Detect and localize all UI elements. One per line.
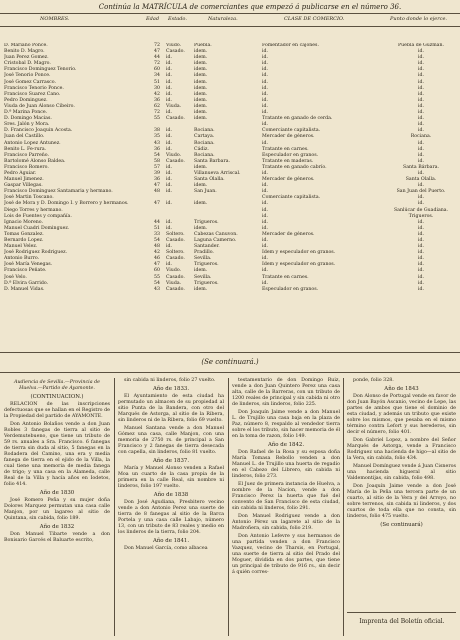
row-naturaleza: idem. [194, 67, 208, 73]
row-estado: Casado. [166, 158, 185, 164]
row-name: Juan Perez Gomez. [4, 55, 49, 61]
row-age: 30 [154, 85, 160, 91]
naturaleza-column [194, 43, 260, 293]
row-punto: id. [418, 79, 424, 85]
row-clase: Idem y especulador en granos. [262, 262, 336, 268]
row-clase: Especulador en granos. [262, 152, 319, 158]
row-name: José Rodriguez Rodriguez. [4, 250, 68, 256]
row-estado: id. [166, 201, 172, 207]
row-name: José de Mora y D. Domingo I. y Borrero y hermanos. [4, 201, 129, 207]
col2-y2: Año de 1837. [152, 458, 190, 464]
row-age: 54 [154, 238, 160, 243]
row-age: 48 [154, 244, 160, 250]
col-naturaleza: Naturaleza. [208, 16, 238, 22]
col3-p4: El Juez de primera instancia de Huelva, a nombre de la Nacion, vende a don Francisco Perez la huerta que fué del convento de San Francisco de esta ciudad, sin cabida ni linderos, folio 291. [232, 482, 340, 511]
row-clase: id. [262, 110, 268, 116]
row-clase: Mercader de géneros. [262, 134, 315, 140]
row-name: José Velo. [4, 274, 27, 280]
row-naturaleza: idem. [194, 201, 208, 207]
row-name: Francisco Suarez Cano. [4, 91, 61, 97]
row-age: 47 [154, 49, 160, 55]
row-punto: id. [418, 61, 424, 67]
row-clase: Mercader de géneros. [262, 231, 315, 237]
row-punto: id. [418, 280, 424, 286]
row-punto: id. [418, 262, 424, 268]
row-name: D. Mariano Ponce. [4, 43, 48, 48]
page-header: Continúa la MATRÍCULA de comerciantes que empezó á publicarse en el número 36. [98, 3, 402, 11]
names-column [4, 43, 154, 293]
row-name: Ignacio Moreno. [4, 219, 43, 225]
row-clase: Tratante en maderas. [262, 158, 314, 164]
row-punto: id. [418, 103, 424, 109]
row-clase: id. [262, 122, 268, 128]
text-column-4 [347, 378, 456, 530]
row-punto: Puebla de Guzman. [398, 43, 444, 48]
row-punto: id. [418, 91, 424, 97]
row-age: 44 [154, 55, 160, 61]
row-estado: id. [166, 73, 172, 79]
row-age: 43 [154, 140, 160, 146]
row-name: Benito L. Fe-rura. [4, 146, 47, 152]
row-clase: id. [262, 140, 268, 146]
clase-column [262, 43, 382, 293]
row-clase: id. [262, 61, 268, 67]
col4-p0: ponde, folio 328. [353, 378, 394, 383]
row-naturaleza: Sevilla. [194, 256, 212, 262]
row-age: 36 [154, 146, 160, 152]
row-clase: id. [262, 213, 268, 219]
table-bottom-rule [0, 352, 460, 353]
continuara-note: (Se continuará.) [201, 358, 259, 366]
row-age: 47 [154, 262, 160, 268]
row-name: Cristobal D. Magro. [4, 61, 51, 67]
row-estado: Casado. [166, 49, 185, 55]
row-naturaleza: idem. [194, 164, 208, 170]
row-name: Antonio Burro. [4, 256, 40, 262]
col4-p2: Don Gabriel Lopez, a nombre del Señor Marqués de Astorga, vende a Francisco Rodriguez una hacienda de higo—al sitio de la Vera, sin cabida, folio 434. [347, 438, 456, 461]
row-punto: id. [418, 67, 424, 73]
row-name: D. Domingo Macias. [4, 116, 52, 122]
row-estado: id. [166, 170, 172, 176]
col1-intro: RELACION de las inscripciones defectuosas que se hallan en el Registro de la Propiedad del partido de AYAMONTE. [4, 402, 110, 419]
row-naturaleza: Rociana. [194, 128, 215, 134]
col-clase: CLASE DE COMERCIO. [284, 16, 345, 22]
row-estado: id. [166, 164, 172, 170]
row-naturaleza: idem. [194, 49, 208, 55]
row-naturaleza: idem. [194, 97, 208, 103]
row-name: José María Venegas. [4, 262, 53, 268]
row-name: D.ª Elvira Garrido. [4, 280, 49, 286]
col-divider-2 [228, 378, 229, 636]
row-age: 46 [154, 256, 160, 262]
row-estado: id. [166, 134, 172, 140]
row-naturaleza: idem. [194, 110, 208, 116]
row-clase: id. [262, 238, 268, 243]
col1-p3: Don Manuel Tibarte vende a don Bonisario Garcés el Baluarte escrito, [4, 532, 110, 543]
row-naturaleza: Trigueros. [194, 219, 219, 225]
row-punto: id. [418, 116, 424, 122]
row-name: Gaspar Villegas. [4, 183, 43, 189]
row-punto: Santa Bárbara. [403, 164, 439, 170]
row-punto: Sanlúcar de Guadiana. [393, 207, 449, 213]
row-clase: Tratante en carnes. [262, 146, 309, 152]
row-naturaleza: idem. [194, 225, 208, 231]
row-name: D. Francisco Joaquin Acosta. [4, 128, 73, 134]
row-name: Pedro Aguiar. [4, 170, 37, 176]
row-clase: Comerciante capitalista. [262, 128, 321, 134]
col-divider-3 [343, 378, 344, 636]
row-name: Francisco Dominguez Tenorio. [4, 67, 77, 73]
row-estado: id. [166, 146, 172, 152]
row-clase: id. [262, 79, 268, 85]
col2-y4: Año de 1841. [152, 538, 190, 544]
row-estado: id. [166, 85, 172, 91]
col3-p5: Don Manuel Rodriguez vende a don Antonio Pérez un lagarete al sitio de la Madroñera, sin cabida, folio 219. [232, 514, 340, 531]
row-estado: Casado. [166, 286, 185, 292]
row-age: 35 [154, 134, 160, 140]
row-age: 54 [154, 152, 160, 158]
row-age: 39 [154, 170, 160, 176]
row-clase: Comerciante capitalista. [262, 195, 321, 201]
row-punto: id. [418, 195, 424, 201]
row-naturaleza: idem. [194, 91, 208, 97]
col2-p0: sin cabida ni linderos, folio 27 vuelto. [124, 378, 216, 383]
row-clase: id. [262, 268, 268, 274]
row-estado: id. [166, 61, 172, 67]
row-naturaleza: Santander. [194, 244, 220, 250]
row-naturaleza: idem. [194, 61, 208, 67]
punto-column [384, 43, 458, 293]
col2-p2: Manuel Santana vende a don Manuel Gómez una casa, calle Manjon, con una memoria de 2750 rs. de principal a San Francisco y 2 fanegas de tierra desecada con capella, sin linderos, folio 81 vuelto. [118, 426, 224, 455]
row-punto: id. [418, 256, 424, 262]
row-estado: Casado. [166, 116, 185, 122]
row-clase: Idem y especulador en granos. [262, 250, 336, 256]
row-estado: id. [166, 91, 172, 97]
row-naturaleza: Rociana. [194, 152, 215, 158]
row-punto: id. [418, 274, 424, 280]
row-clase: id. [262, 201, 268, 207]
row-estado: id. [166, 262, 172, 268]
row-punto: id. [418, 146, 424, 152]
row-punto: id. [418, 231, 424, 237]
row-punto: id. [418, 140, 424, 146]
row-estado: Viuda. [166, 280, 182, 286]
row-clase: Tratante en carnes. [262, 274, 309, 280]
row-name: Francisco Peñate. [4, 268, 47, 274]
row-name: José Tenorio Ponce. [4, 73, 51, 79]
row-naturaleza: Trigueros. [194, 280, 219, 286]
row-estado: id. [166, 110, 172, 116]
row-clase: id. [262, 103, 268, 109]
col4-cont: (Se continuará) [380, 522, 423, 528]
footer-rule [347, 612, 456, 613]
row-age: 51 [154, 79, 160, 85]
row-estado: Viudo. [166, 268, 182, 274]
row-name: Manuel Cuadri Dominguez. [4, 225, 70, 231]
row-naturaleza: idem. [194, 116, 208, 122]
col1-p1: Don Antonio Bolaños vende a don Juan Robles 3 fanegas de tierra al sitio de Verdemutebueno, que tiene un tributo de 59 rs. anuales a Sra. Francisco. 6 fanegas de tierra sin duda al sitio, 5 fanegas en la Rodadera del Camino, una era y media fanega de tierra en el ejido de la Villa, la cual tiene una memoria de media fanega de trigo; y una casa en la Alameda, calle Real de la Villa y hacía años en Iodetos, folio 414. [4, 422, 110, 487]
row-punto: id. [418, 250, 424, 256]
col4-p3: Manuel Domínguez vende á Juan Cisneros una hacienda higueral al sitio Valdemontijas, sin cabida, folio 498. [347, 464, 456, 481]
row-age: 44 [154, 219, 160, 225]
row-naturaleza: idem. [194, 55, 208, 61]
row-clase: id. [262, 85, 268, 91]
row-clase: id. [262, 67, 268, 73]
row-naturaleza: Santa Barbara. [194, 158, 230, 164]
row-naturaleza: Rociana. [194, 140, 215, 146]
row-name: D. Manuel Vidas. [4, 286, 45, 292]
row-age: 42 [154, 250, 160, 256]
row-naturaleza: Santa Olalla. [194, 177, 225, 183]
col2-y3: Año de 1838 [153, 492, 189, 498]
col1-p2: José Romero Peña y su mujer doña Dolores Marquez permutan una casa calle Manjon, por un lagareo al sitio de Quintana, sin cabida, folio 189. [4, 498, 110, 521]
row-punto: id. [418, 244, 424, 250]
row-punto: id. [418, 73, 424, 79]
row-punto: Trigueros. [408, 213, 434, 219]
row-estado: id. [166, 97, 172, 103]
footer-imprint: Imprenta del Boletín oficial. [359, 618, 445, 625]
row-age: 62 [154, 103, 160, 109]
row-name: Lois de Fuentes y compañía. [4, 213, 72, 219]
row-age: 58 [154, 158, 160, 164]
col1-heading: Audiencia de Sevilla.—Provincia de Huelva.—Partido de Ayamonte. [13, 380, 100, 391]
row-punto: Santa Olalla. [405, 177, 437, 183]
text-column-1 [4, 378, 110, 546]
row-clase: id. [262, 225, 268, 231]
row-naturaleza: idem. [194, 286, 208, 292]
row-naturaleza: Pradillo. [194, 250, 214, 256]
row-name: Sres. Jalón y Mora. [4, 122, 50, 128]
col4-p1: Don Alonso de Portugal vende en favor de don Juan Bayón Ascanio, vecino de Lepe, las partes de ambos que tiene el dominio de esta ciudad, y además un tributo que existe sobre los mismos, que pesaba en el mismo término contra Lefort y sus herederos, sin decir el número, folio 401. [347, 394, 456, 435]
row-age: 36 [154, 177, 160, 183]
col-nombres: NOMBRES. [40, 16, 70, 22]
row-name: Francisco Dominguez Santamaria y hermano. [4, 189, 113, 195]
row-naturaleza: idem. [194, 268, 208, 274]
col2-p3: María y Manuel Alonso venden a Rafael Moa un cuarto de la casa propia de la primera en la calle Real, sin nombre ni linderos, folio 197 vuelto. [118, 466, 224, 489]
col3-p3: Don Rafael de la Rosa y su esposa doña María Tomasa Rebollo venden a don Manuel L. de Trujillo una huerta de regadío en el Cabezo del Librero, sin cabida ni linderos, folio 273. [232, 450, 340, 479]
row-age: 55 [154, 116, 160, 122]
row-clase: Mercader de géneros. [262, 177, 315, 183]
row-naturaleza: Villanueva Arriscal. [194, 170, 241, 176]
row-naturaleza: idem. [194, 79, 208, 85]
row-naturaleza: Laguna Camerno. [194, 238, 237, 243]
row-age: 72 [154, 110, 160, 116]
col-edad: Edad [146, 16, 160, 22]
row-clase: id. [262, 49, 268, 55]
row-clase: id. [262, 219, 268, 225]
row-estado: Soltero. [166, 250, 185, 256]
row-age: 72 [154, 43, 160, 48]
row-clase: id. [262, 97, 268, 103]
row-clase: id. [262, 280, 268, 286]
row-name: Pedro Dominguez. [4, 97, 48, 103]
row-name: Francisco Tenorio Ponce. [4, 85, 64, 91]
row-age: 72 [154, 61, 160, 67]
row-name: José Martin Toscano. [4, 195, 54, 201]
row-naturaleza: idem. [194, 85, 208, 91]
row-clase: Fomentador en cajones. [262, 43, 319, 48]
row-punto: id. [418, 55, 424, 61]
col4-p4: Don Joaquín Jaime vende a don José María de la Peña una tercera parte de un cuarto, al sitio de la Vera y del Arroyo, no sobre terrenos, sin cabida ni linderos, y dos cuartos de toda ella que no consta, sin linderos, folio 475 vuelto. [347, 484, 456, 519]
row-age: 57 [154, 164, 160, 170]
row-punto: id. [418, 238, 424, 243]
row-punto: id. [418, 122, 424, 128]
col1-y1: Año de 1830 [39, 490, 75, 496]
row-estado: id. [166, 128, 172, 134]
row-clase: Tratante en ganado de cerda. [262, 116, 333, 122]
row-naturaleza: Puebla. [194, 43, 212, 48]
col-divider-1 [114, 378, 115, 636]
row-naturaleza: idem. [194, 103, 208, 109]
column-headers [0, 14, 460, 24]
row-estado: Casado. [166, 274, 185, 280]
row-clase: id. [262, 91, 268, 97]
row-clase: id. [262, 73, 268, 79]
row-estado: id. [166, 79, 172, 85]
row-estado: id. [166, 177, 172, 183]
row-naturaleza: Cartaya. [194, 134, 215, 140]
row-name: Francisco Romero. [4, 164, 49, 170]
row-punto: id. [418, 128, 424, 134]
row-age: 54 [154, 280, 160, 286]
row-punto: id. [418, 85, 424, 91]
row-age: 47 [154, 183, 160, 189]
col-punto: Punto donde lo ejerce. [390, 16, 447, 22]
row-age: 42 [154, 91, 160, 97]
row-age: 38 [154, 128, 160, 134]
row-estado: Viudo. [166, 43, 182, 48]
row-age: 36 [154, 97, 160, 103]
row-clase: id. [262, 256, 268, 262]
row-age: 55 [154, 274, 160, 280]
row-name: José Gomez Carrasco. [4, 79, 57, 85]
row-estado: id. [166, 244, 172, 250]
row-punto: id. [418, 170, 424, 176]
row-estado: id. [166, 225, 172, 231]
row-clase: id. [262, 170, 268, 176]
row-punto: id. [418, 219, 424, 225]
row-punto: id. [418, 268, 424, 274]
row-age: 47 [154, 201, 160, 207]
row-estado: id. [166, 189, 172, 195]
estado-column [166, 43, 192, 293]
ages-column [148, 43, 160, 293]
row-age: 60 [154, 268, 160, 274]
row-name: D.ª Marina Ponce. [4, 110, 48, 116]
row-name: Juan del Castillo. [4, 134, 45, 140]
row-clase: id. [262, 207, 268, 213]
row-clase: id. [262, 189, 268, 195]
row-naturaleza: Cádiz. [194, 146, 209, 152]
row-name: Bartolomé Alonso Baldea. [4, 158, 66, 164]
col-estado: Estado. [168, 16, 187, 22]
row-age: 51 [154, 225, 160, 231]
row-name: Diego Torres y hermano. [4, 207, 63, 213]
row-punto: id. [418, 49, 424, 55]
row-name: Bernardo Lopez. [4, 238, 44, 243]
header-rule-bottom [0, 26, 460, 27]
row-punto: id. [418, 97, 424, 103]
row-punto: id. [418, 110, 424, 116]
row-naturaleza: Trigueros. [194, 262, 219, 268]
text-column-2 [118, 378, 224, 554]
col4-y1: Año de 1843 [384, 386, 419, 392]
col3-p1: testamentario de don Domingo Ruiz, vende a don Juan Quintero Perez una casa alta, calle de la Barreras, con un tributo de 1200 reales de principal y sin cabida ni otro de linderos, sin linderos, folio 225. [232, 378, 340, 407]
row-estado: id. [166, 55, 172, 61]
col2-y1: Año de 1833. [152, 386, 190, 392]
row-punto: id. [418, 286, 424, 292]
col2-p5: Don Manuel García, como albacea [124, 546, 208, 551]
row-name: Francisco Parreño. [4, 152, 50, 158]
col3-p2: Don Joaquín Jaime vende a don Manuel L. de Trujillo una casa baja en la plaza de Paz, número 8, respaldo al vendedor tierra sobre el los tributo, sin hacer memoria de él en la toma de razon, folio 149. [232, 410, 340, 439]
row-punto: id. [418, 152, 424, 158]
row-age: 33 [154, 231, 160, 237]
row-estado: Viudo. [166, 152, 182, 158]
row-clase: id. [262, 55, 268, 61]
row-naturaleza: San Juan. [194, 189, 217, 195]
col3-y1: Año de 1842. [267, 442, 305, 448]
row-punto: id. [418, 158, 424, 164]
row-age: 43 [154, 286, 160, 292]
row-punto: id. [418, 225, 424, 231]
row-clase: Tratante en ganado cabrío. [262, 164, 327, 170]
row-age: 60 [154, 67, 160, 73]
row-estado: Soltero. [166, 231, 185, 237]
row-name: Viuda de Juan Alonso Cibeiro. [4, 103, 75, 109]
row-clase: id. [262, 244, 268, 250]
row-estado: id. [166, 67, 172, 73]
row-punto: id. [418, 183, 424, 189]
row-name: Manuel Jimenez. [4, 177, 44, 183]
row-naturaleza: idem. [194, 183, 208, 189]
row-estado: id. [166, 183, 172, 189]
row-estado: id. [166, 219, 172, 225]
row-punto: San Juan del Puerto. [396, 189, 446, 195]
row-clase: id. [262, 183, 268, 189]
col2-p1: El Ayuntamiento de esta ciudad ha permutado un almacen de su propiedad al sitio Punta de la Bandera, con otro del Marqués de Astorga, al sitio de la Ribera, sin linderos ni de la Ribera, folio 69 vuelto. [118, 394, 224, 423]
row-naturaleza: idem. [194, 73, 208, 79]
row-name: Manuel Velez. [4, 244, 38, 250]
row-age: 34 [154, 73, 160, 79]
row-naturaleza: Sevilla. [194, 274, 212, 280]
row-name: Benito D. Magro. [4, 49, 45, 55]
text-column-3 [232, 378, 340, 578]
col1-y2: Año de 1832 [39, 524, 75, 530]
row-estado: Casado. [166, 238, 185, 243]
row-name: Tomas Gonzalez. [4, 231, 44, 237]
row-clase: Especulador en granos. [262, 286, 319, 292]
row-naturaleza: Cabezas Canuvon. [194, 231, 238, 237]
row-estado: Viuda. [166, 103, 182, 109]
row-estado: Casado. [166, 256, 185, 262]
col3-p6: Don Antonio Lefevre y sus hermanos de una partida venden a don Francisco Vazquez, vecino de Tharsis, en Portugal, una suerte de tierra al sitio del Prado del Moguer, dividida en dos partes, que tiene un principal de tributo de 916 rs., sin decir á quién corres- [232, 534, 340, 575]
section-rule [0, 372, 460, 373]
row-estado: id. [166, 140, 172, 146]
row-punto: Rociana. [410, 134, 432, 140]
col2-p4: Don José Agudiana, Presbitero vecino vende a don Antonio Perez una suerte de tierra de 8 fanegas al sitio de la Barca Portela y una casa calle Labajo, número 13, con un tributo de 83 reales y medio en los linderos de la tierra, folio 204. [118, 500, 224, 535]
col1-cont: (CONTINUACION.) [30, 394, 84, 400]
row-age: 48 [154, 189, 160, 195]
row-punto: id. [418, 201, 424, 207]
row-name: Antonio Lopez Antunez. [4, 140, 61, 146]
